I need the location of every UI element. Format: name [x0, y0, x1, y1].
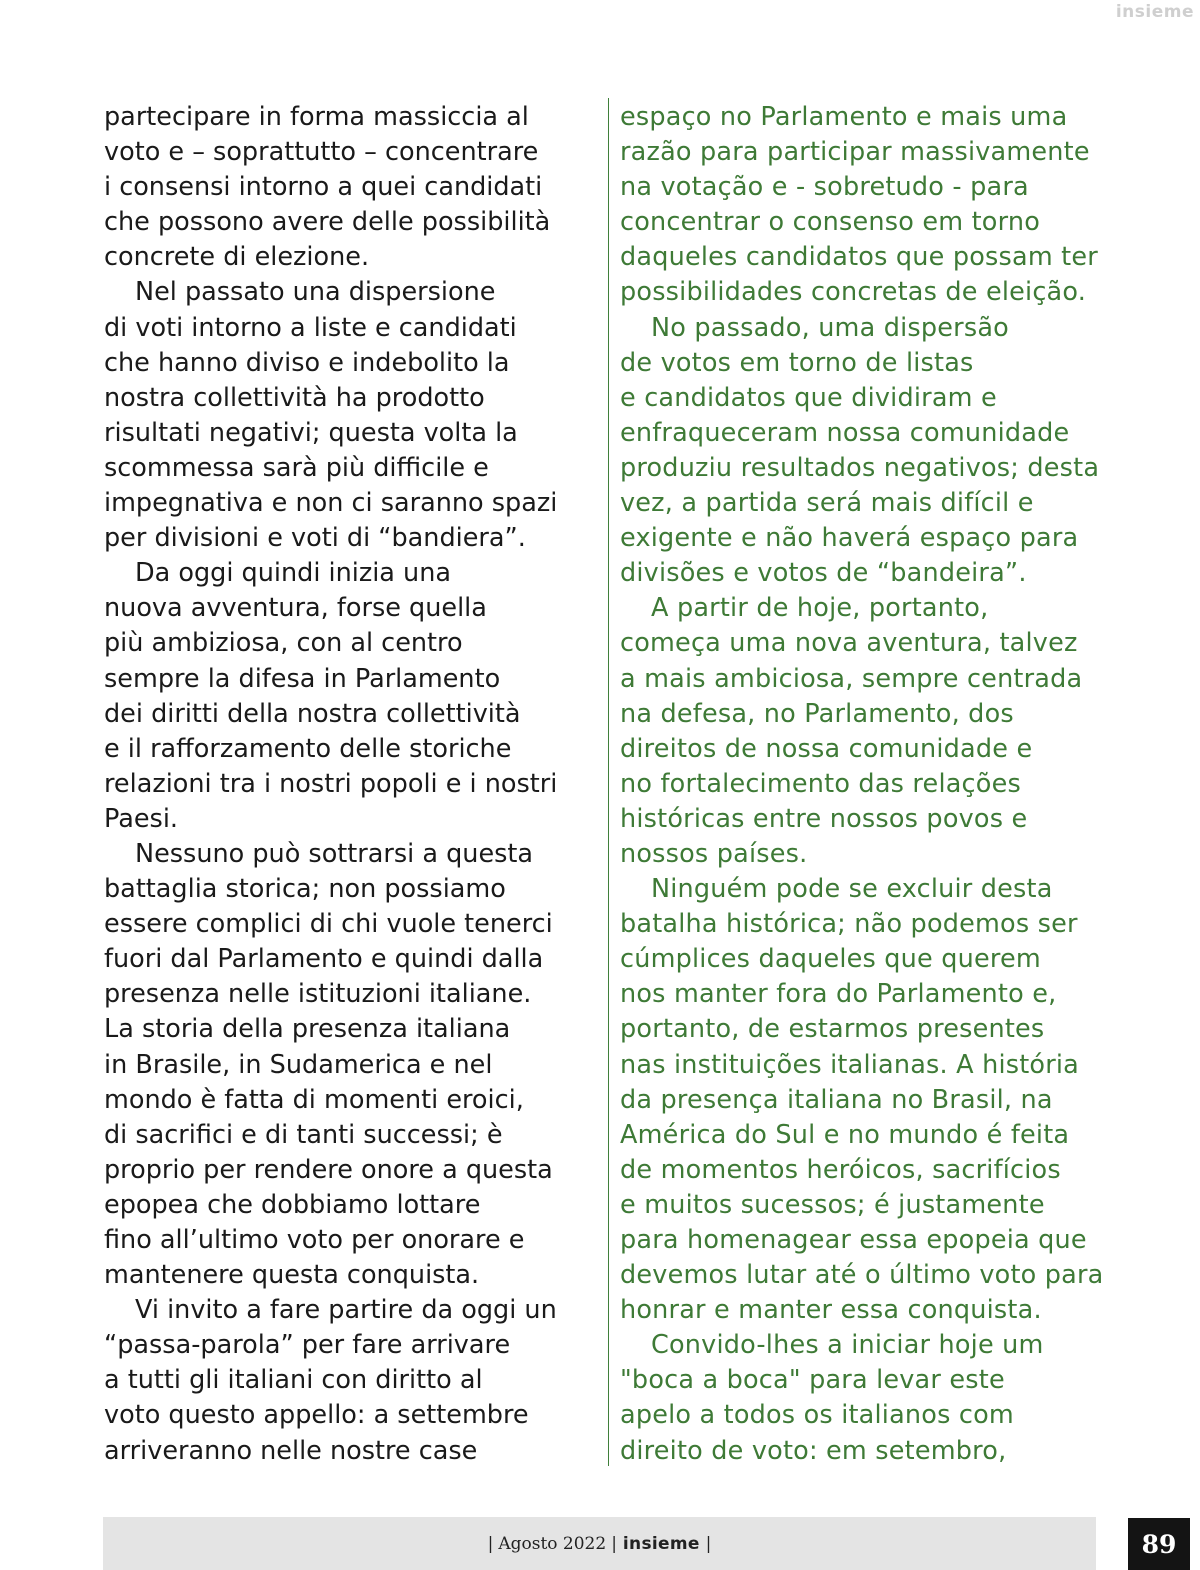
text-line: che hanno diviso e indebolito la [104, 347, 510, 378]
text-line: possibilidades concretas de eleição. [620, 277, 1087, 308]
text-line: mondo è fatta di momenti eroici, [104, 1084, 524, 1115]
page-number: 89 [1128, 1518, 1190, 1570]
text-line: produziu resultados negativos; desta [620, 452, 1100, 483]
text-line: presenza nelle istituzioni italiane. [104, 979, 532, 1010]
footer-separator: | [705, 1533, 712, 1554]
text-line: più ambiziosa, con al centro [104, 628, 463, 659]
text-line: exigente e não haverá espaço para [620, 523, 1079, 554]
text-line: apelo a todos os italianos com [620, 1400, 1014, 1431]
text-line: relazioni tra i nostri popoli e i nostri [104, 768, 558, 799]
text-line: e candidatos que dividiram e [620, 382, 997, 413]
text-line: a mais ambiciosa, sempre centrada [620, 663, 1083, 694]
text-line: Vi invito a fare partire da oggi un [135, 1295, 557, 1326]
text-line: portanto, de estarmos presentes [620, 1014, 1045, 1045]
text-line: devemos lutar até o último voto para [620, 1260, 1104, 1291]
text-line: nossos países. [620, 838, 808, 869]
footer-bar [103, 1517, 1096, 1570]
text-line: batalha histórica; não podemos ser [620, 909, 1078, 940]
text-line: essere complici di chi vuole tenerci [104, 909, 553, 940]
text-line: nos manter fora do Parlamento e, [620, 979, 1057, 1010]
text-line: La storia della presenza italiana [104, 1014, 511, 1045]
text-line: impegnativa e non ci saranno spazi [104, 488, 558, 519]
text-line: partecipare in forma massiccia al [104, 102, 529, 132]
text-line: de momentos heróicos, sacrifícios [620, 1154, 1061, 1185]
text-line: A partir de hoje, portanto, [651, 593, 989, 624]
footer-separator: | [611, 1533, 617, 1554]
column-divider [608, 98, 609, 1466]
text-line: Paesi. [104, 803, 179, 834]
text-line: proprio per rendere onore a questa [104, 1154, 553, 1185]
text-line: na votação e - sobretudo - para [620, 172, 1029, 203]
footer-separator: | [487, 1533, 494, 1554]
text-line: sempre la difesa in Parlamento [104, 663, 501, 694]
text-line: No passado, uma dispersão [651, 312, 1009, 343]
text-line: risultati negativi; questa volta la [104, 417, 518, 448]
text-line: enfraqueceram nossa comunidade [620, 417, 1070, 448]
text-line: di voti intorno a liste e candidati [104, 312, 517, 343]
text-line: para homenagear essa epopeia que [620, 1225, 1087, 1255]
text-line: “passa-parola” per fare arrivare [104, 1330, 511, 1361]
text-line: daqueles candidatos que possam ter [620, 242, 1098, 273]
text-line: Nessuno può sottrarsi a questa [135, 838, 534, 869]
text-line: i consensi intorno a quei candidati [104, 172, 543, 203]
text-line: vez, a partida será mais difícil e [620, 488, 1034, 519]
text-line: Da oggi quindi inizia una [135, 558, 451, 589]
text-line: dei diritti della nostra collettività [104, 698, 521, 729]
text-line: e muitos sucessos; é justamente [620, 1189, 1045, 1220]
text-line: nostra collettività ha prodotto [104, 382, 485, 413]
text-line: a tutti gli italiani con diritto al [104, 1365, 483, 1396]
text-line: per divisioni e voti di “bandiera”. [104, 523, 526, 554]
italian-text-column [104, 100, 604, 1469]
text-line: direito de voto: em setembro, [620, 1435, 1007, 1466]
header-brand-logo: insieme [1115, 2, 1194, 22]
portuguese-text-column [620, 100, 1120, 1469]
text-line: divisões e votos de “bandeira”. [620, 558, 1027, 589]
text-line: direitos de nossa comunidade e [620, 733, 1033, 764]
text-line: voto questo appello: a settembre [104, 1400, 529, 1431]
text-line: in Brasile, in Sudamerica e nel [104, 1049, 493, 1080]
text-line: começa uma nova aventura, talvez [620, 628, 1078, 659]
text-line: e il rafforzamento delle storiche [104, 733, 512, 764]
text-line: espaço no Parlamento e mais uma [620, 102, 1068, 132]
text-line: arriveranno nelle nostre case [104, 1435, 478, 1466]
text-line: na defesa, no Parlamento, dos [620, 698, 1014, 729]
text-line: fino all’ultimo voto per onorare e [104, 1225, 525, 1255]
text-line: nuova avventura, forse quella [104, 593, 487, 624]
text-line: históricas entre nossos povos e [620, 803, 1028, 834]
text-line: "boca a boca" para levar este [620, 1365, 1005, 1396]
text-line: concentrar o consenso em torno [620, 207, 1041, 238]
text-line: che possono avere delle possibilità [104, 207, 551, 238]
text-line: nas instituições italianas. A história [620, 1049, 1080, 1080]
text-line: mantenere questa conquista. [104, 1260, 480, 1291]
text-line: battaglia storica; non possiamo [104, 874, 506, 905]
text-line: honrar e manter essa conquista. [620, 1295, 1042, 1326]
text-line: fuori dal Parlamento e quindi dalla [104, 944, 544, 975]
text-line: Ninguém pode se excluir desta [651, 874, 1053, 905]
text-line: Convido-lhes a iniciar hoje um [651, 1330, 1044, 1361]
footer-brand-logo: insieme [622, 1533, 700, 1554]
text-line: América do Sul e no mundo é feita [620, 1119, 1070, 1150]
text-line: voto e – soprattutto – concentrare [104, 137, 539, 168]
text-line: concrete di elezione. [104, 242, 370, 273]
text-line: da presença italiana no Brasil, na [620, 1084, 1053, 1115]
text-line: scommessa sarà più difficile e [104, 452, 489, 483]
text-line: Nel passato una dispersione [135, 277, 496, 308]
text-line: cúmplices daqueles que querem [620, 944, 1041, 975]
text-line: razão para participar massivamente [620, 137, 1090, 168]
footer-date: Agosto 2022 [498, 1533, 607, 1554]
text-line: no fortalecimento das relações [620, 768, 1021, 799]
text-line: epopea che dobbiamo lottare [104, 1189, 481, 1220]
text-line: di sacrifici e di tanti successi; è [104, 1119, 503, 1150]
text-line: de votos em torno de listas [620, 347, 974, 378]
